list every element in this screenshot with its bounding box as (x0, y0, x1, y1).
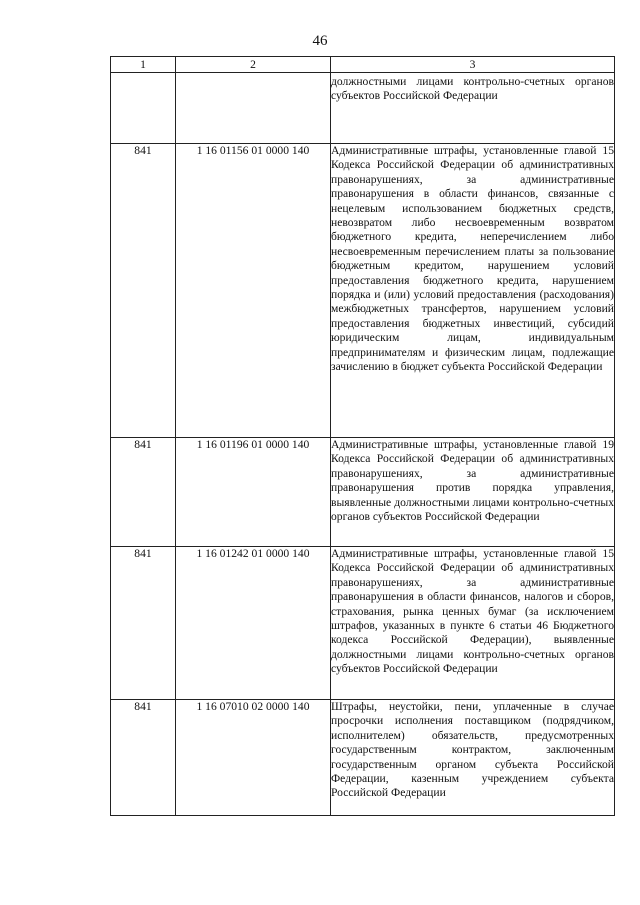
admin-code-cell: 841 (111, 144, 176, 438)
admin-code-cell: 841 (111, 547, 176, 700)
description-cell: должностными лицами контрольно-счетных органов субъектов Российской Федерации (331, 73, 615, 144)
revenue-codes-table (110, 56, 615, 816)
budget-code-cell (176, 73, 331, 144)
description-cell: Штрафы, неустойки, пени, уплаченные в случае просрочки исполнения поставщиком (подрядчиком, исполнителем) обязательств, предусмотренных государственным контрактом, заключенным государственным органом субъекта Российской Федерации, казенным учреждением субъекта Российской Федерации (331, 700, 615, 816)
description-cell: Административные штрафы, установленные главой 15 Кодекса Российской Федерации об административных правонарушениях, за административные правонарушения в области финансов, налогов и сборов, страхования, рынка ценных бумаг (за исключением штрафов, указанных в пункте 6 статьи 46 Бюджетного кодекса Российской Федерации), выявленные должностными лицами контрольно-счетных органов субъектов Российской Федерации (331, 547, 615, 700)
table-row (111, 438, 615, 547)
admin-code-cell (111, 73, 176, 144)
budget-code-cell: 1 16 07010 02 0000 140 (176, 700, 331, 816)
budget-code-cell: 1 16 01242 01 0000 140 (176, 547, 331, 700)
column-header-2: 2 (176, 57, 331, 73)
budget-code-cell: 1 16 01156 01 0000 140 (176, 144, 331, 438)
table-row (111, 73, 615, 144)
page-number: 46 (312, 33, 328, 49)
column-header-3: 3 (331, 57, 615, 73)
table-row (111, 700, 615, 816)
table-row (111, 547, 615, 700)
column-header-1: 1 (111, 57, 176, 73)
table-row (111, 144, 615, 438)
admin-code-cell: 841 (111, 438, 176, 547)
budget-code-cell: 1 16 01196 01 0000 140 (176, 438, 331, 547)
description-cell: Административные штрафы, установленные главой 19 Кодекса Российской Федерации об административных правонарушениях, за административные правонарушения против порядка управления, выявленные должностными лицами контрольно-счетных органов субъектов Российской Федерации (331, 438, 615, 547)
description-cell: Административные штрафы, установленные главой 15 Кодекса Российской Федерации об административных правонарушениях, за административные правонарушения в области финансов, связанные с нецелевым использованием бюджетных средств, невозвратом либо несвоевременным возвратом бюджетного кредита, неперечислением либо несвоевременным перечислением платы за пользование бюджетным кредитом, нарушением условий предоставления бюджетного кредита, нарушением порядка и (или) условий предоставления (расходования) межбюджетных трансфертов, нарушением условий предоставления бюджетных инвестиций, субсидий юридическим лицам, индивидуальным предпринимателям и физическим лицам, подлежащие зачислению в бюджет субъекта Российской Федерации (331, 144, 615, 438)
table-header-row (111, 57, 615, 73)
admin-code-cell: 841 (111, 700, 176, 816)
